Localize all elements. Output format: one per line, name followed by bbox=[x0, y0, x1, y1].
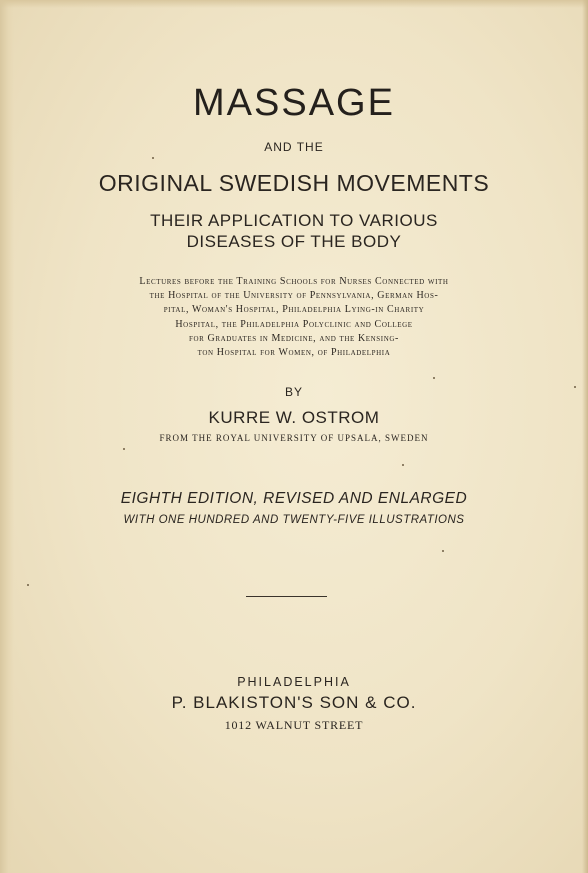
imprint-publisher: P. BLAKISTON'S SON & CO. bbox=[171, 693, 417, 712]
lectures-line: the Hospital of the University of Pennsylvania, German Hos- bbox=[149, 290, 439, 302]
imprint-address: 1012 WALNUT STREET bbox=[224, 718, 364, 732]
lectures-line: pital, Woman's Hospital, Philadelphia Lying-in Charity bbox=[163, 304, 425, 316]
paper-speck bbox=[123, 448, 125, 450]
paper-speck bbox=[442, 550, 444, 552]
author-affiliation: FROM THE ROYAL UNIVERSITY OF UPSALA, SWEDEN bbox=[159, 433, 429, 443]
paper-speck bbox=[402, 464, 404, 466]
lectures-line: Lectures before the Training Schools for Nurses Connected with bbox=[139, 276, 449, 287]
lectures-line: for Graduates in Medicine, and the Kensing- bbox=[189, 332, 399, 344]
lectures-description bbox=[0, 275, 588, 360]
author-name: KURRE W. OSTROM bbox=[208, 408, 380, 427]
book-title: MASSAGE bbox=[193, 82, 395, 124]
subtitle-line-3: DISEASES OF THE BODY bbox=[186, 232, 402, 251]
paper-speck bbox=[574, 386, 576, 388]
paper-speck bbox=[27, 584, 29, 586]
paper-speck bbox=[433, 377, 435, 379]
top-page-edge bbox=[0, 0, 588, 8]
by-label: BY bbox=[284, 385, 303, 399]
subtitle-line-1: ORIGINAL SWEDISH MOVEMENTS bbox=[98, 170, 490, 196]
illustrations-statement: WITH ONE HUNDRED AND TWENTY-FIVE ILLUSTRATIONS bbox=[123, 514, 465, 526]
lectures-line: Hospital, the Philadelphia Polyclinic and College bbox=[175, 318, 413, 330]
edition-statement: EIGHTH EDITION, REVISED AND ENLARGED bbox=[120, 490, 468, 507]
horizontal-rule bbox=[246, 596, 327, 597]
subtitle-line-2: THEIR APPLICATION TO VARIOUS bbox=[150, 211, 438, 230]
title-connector: AND THE bbox=[264, 140, 324, 154]
lectures-line: ton Hospital for Women, of Philadelphia bbox=[197, 347, 391, 359]
paper-speck bbox=[152, 157, 154, 159]
imprint-city: PHILADELPHIA bbox=[237, 675, 351, 689]
